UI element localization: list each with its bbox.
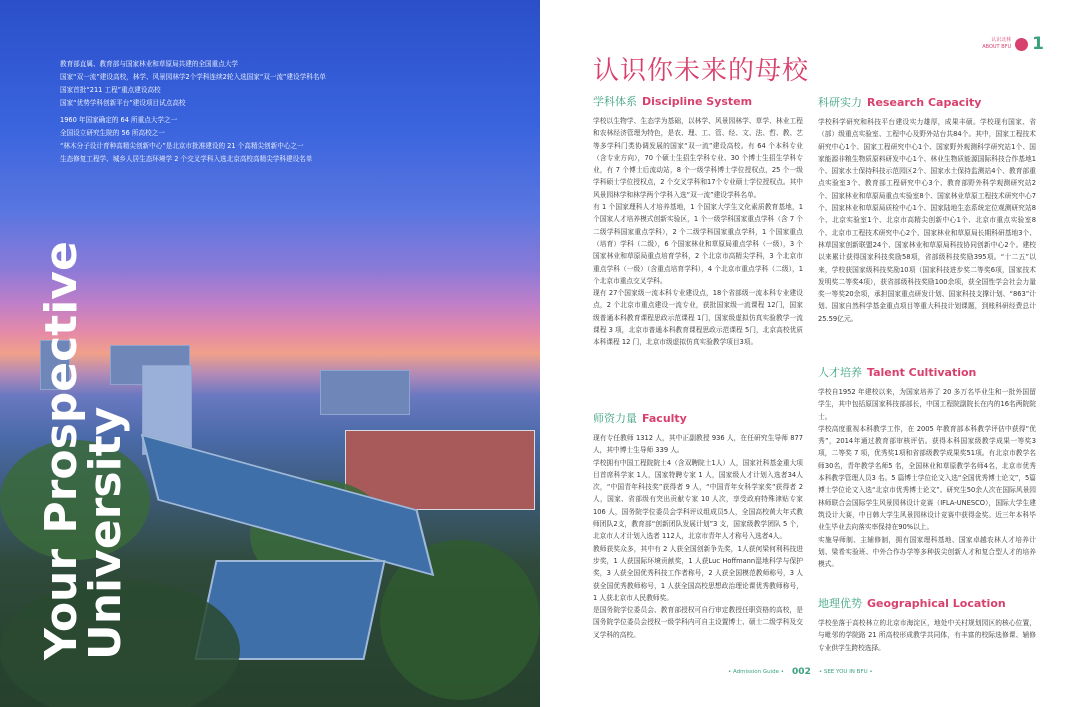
paragraph: 现有专任教师 1312 人，其中正副教授 936 人，在任研究生导师 877 人，其中博士生导师 339 人。 <box>593 434 803 455</box>
fact: 生态修复工程学、城乡人居生态环境学 2 个交叉学科入选北京高校高精尖学科建设名单 <box>60 155 313 163</box>
paragraph: 学校自1952 年建校以来，为国家培养了 20 多万名毕业生和一批外国留学生，其中包括原国家科技部部长，中国工程院副院长在内的16名两院院士。 <box>818 388 1036 421</box>
heading-cn: 人才培养 <box>818 366 862 379</box>
paragraph: 现有 27个国家级一流本科专业建设点，18个省部级一流本科专业建设点，2 个北京市重点建设一流专业，获批国家级一流课程 12门，国家级普通本科教育课程思政示范课程 1门，国家级虚拟仿真实验教学一流课程 3 项，北京市普通本科教育课程思政示范课程 5门，北京高校优质本科课程 12 门，北京市级虚拟仿真实验教学项目3项。 <box>593 289 803 347</box>
section-faculty <box>593 410 803 641</box>
building <box>320 370 410 415</box>
section-discipline <box>593 93 803 349</box>
page-footer <box>728 667 873 677</box>
footer-left: • Admission Guide • <box>728 669 785 675</box>
fact: 国家首批“211 工程”重点建设高校 <box>60 86 161 94</box>
section-badge <box>982 34 1044 54</box>
fact: 国家“双一流”建设高校，林学、风景园林学2个学科连续2轮入选国家“双一流”建设学科名单 <box>60 73 327 81</box>
page-title: 认识你未来的母校 <box>593 56 810 86</box>
heading-cn: 学科体系 <box>593 95 637 108</box>
paragraph: 学校科学研究和科技平台建设实力雄厚，成果丰硕。学校现有国家、省（部）级重点实验室、工程中心及野外站台共84个。其中，国家工程技术研究中心1个、国家工程研究中心1个、国家野外观测科学研究站1个、国家能源非粮生物质原料研发中心1个、林业生物质能源国际科技合作基地1个、国家水土保持科技示范园区2个、国家水土保持监测站4个、教育部重点实验室3个、教育部工程研究中心3个、教育部野外科学观测研究站2个、国家林业和草原局重点实验室8个、国家林业草原工程技术研究中心7个、国家林业和草原局质检中心1个、国家陆地生态系统定位观测研究站8个、北京实验室1个、北京市高精尖创新中心1个、北京市重点实验室8个、北京市工程技术研究中心2个、国家林业和草原局长期科研基地3个、林草国家创新联盟24个、国家林业和草原局科技协同创新中心2个。建校以来累计获得国家科技奖励58项，省部级科技奖励395项。“十二五”以来，学校获国家级科技奖励10项（国家科技进步奖二等奖6项，国家技术发明奖二等奖4项），获省部级科技奖励100余项，获全国性学会社会力量奖一等奖20余项，承担国家重点研发计划、国家科技支撑计划、“863”计划、国家自然科学基金重点项目等重大科技计划课题，到账科研经费总计25.59亿元。 <box>818 118 1036 323</box>
footer-right: • SEE YOU IN BFU • <box>818 669 873 675</box>
paragraph: 实施导师制、主辅修制，拥有国家理科基地、国家卓越农林人才培养计划、梁希实验班、中外合作办学等多种拔尖创新人才和复合型人才的培养模式。 <box>818 535 1036 569</box>
vertical-title-line: University <box>80 406 131 660</box>
heading-en: Research Capacity <box>867 96 982 109</box>
section-research <box>818 94 1036 325</box>
paragraph: 学校拥有中国工程院院士4（含双聘院士1人）人，国家社科基金重大项目首席科学家 1人，国家特聘专家 1 人，国家级人才计划入选者34人次，“中国青年科技奖”获得者 9 人，“中国青年女科学家奖”获得者 2人，国家、省部级有突出贡献专家 10 人次，享受政府特殊津贴专家 106 人，国务院学位委员会学科评议组成员5人，全国高校黄大年式教师团队2支，教育部“创新团队发展计划”3 支，国家级教学团队 5 个，北京市人才计划入选者 112人，北京市青年人才称号入选者4人。 <box>593 458 803 541</box>
page-number: 002 <box>792 667 811 677</box>
fact: 教育部直属、教育部与国家林业和草原局共建的全国重点大学 <box>60 60 239 68</box>
paragraph: 学校高度重视本科教学工作，在 2005 年教育部本科教学评估中获得“优秀”，2014年通过教育部审核评估。获得本科国家级教学成果一等奖3 项，二等奖 7 项，优秀奖1项和省部级教学成果奖51项。有北京市教学名师30名，青年教学名师5 名，全国林业和草原教学名师4名，北京市优秀本科教学管理人员3 名。5 篇博士学位论文入选“全国优秀博士论文”，5篇博士学位论文入选“北京市优秀博士论文”。研究生50余人次在国际风景园林师联合会国际学生风景园林设计竞赛（IFLA-UNESCO），国际大学生建筑设计大赛，中日韩大学生风景园林设计竞赛中获得金奖。近三年本科毕业生毕业去向落实率保持在90%以上。 <box>818 424 1036 532</box>
heading-en: Discipline System <box>642 95 753 108</box>
section-geography <box>818 595 1036 654</box>
section-talent <box>818 364 1036 570</box>
badge-number: 1 <box>1032 34 1044 54</box>
badge-en: ABOUT BFU <box>982 44 1012 50</box>
heading-cn: 师资力量 <box>593 412 637 425</box>
fact: 全国设立研究生院的 56 所高校之一 <box>60 129 165 137</box>
heading-cn: 科研实力 <box>818 96 862 109</box>
vertical-title <box>36 241 131 660</box>
heading-en: Geographical Location <box>867 597 1006 610</box>
fact: 国家“优势学科创新平台”建设项目试点高校 <box>60 99 186 107</box>
fact: “林木分子设计育种高精尖创新中心”是北京市批准建设的 21 个高精尖创新中心之一 <box>60 142 304 150</box>
paragraph: 是国务院学位委员会、教育部授权可自行审定教授任职资格的高校，是国务院学位委员会授权一级学科内可自主设置博士、硕士二级学科及交叉学科的高校。 <box>593 606 803 639</box>
paragraph: 学校以生物学、生态学为基础，以林学、风景园林学、草学、林业工程和农林经济管理为特色，是农、理、工、管、经、文、法、哲、教、艺等多学科门类协调发展的国家“双一流”建设高校。有 64 个本科专业（含专业方向），70 个硕士生招生学科专业、30 个博士生招生学科专业，有 7 个博士后流动站，8 个一级学科博士学位授权点，25 个一级学科硕士学位授权点，2 个交叉学科和17个专业硕士学位授权点。其中风景园林学和林学两个学科入选“双一流”建设学科名单。 <box>593 117 803 199</box>
university-facts <box>60 58 326 166</box>
heading-en: Faculty <box>642 412 687 425</box>
heading-cn: 地理优势 <box>818 597 862 610</box>
dot-icon <box>1015 38 1028 51</box>
fact: 1960 年国家确定的 64 所重点大学之一 <box>60 116 178 124</box>
paragraph: 教师获奖众多，其中有 2 人获全国创新争先奖，1人获何梁何利科技进步奖，1 人获国际环境贡献奖，1 人获Luc Hoffmann湿地科学与保护奖，3 人获全国优秀科技工作者称号，2 人获全国模范教师称号，3 人获全国优秀教师称号，1 人获全国高校思想政治理论课优秀教师称号，1 人获北京市人民教师奖。 <box>593 544 803 602</box>
heading-en: Talent Cultivation <box>867 366 977 379</box>
vertical-title-line: Your Prospective <box>36 241 87 660</box>
paragraph: 有 1 个国家理科人才培养基地，1 个国家大学生文化素质教育基地，1 个国家人才培养模式创新实验区，1 个一级学科国家重点学科（含 7 个二级学科国家重点学科），2 个二级学科国家重点学科，1 个国家重点（培育）学科（二级），6 个国家林业和草原局重点学科（一级），3 个国家林业和草原局重点培育学科，2 个北京市高精尖学科，3 个北京市重点学科（一级）（含重点培育学科），4 个北京市重点学科（二级），1 个北京市重点交叉学科。 <box>593 203 803 285</box>
paragraph: 学校坐落于高校林立的北京市海淀区，地处中关村规划园区的核心位置，与毗邻的学院路 21 所高校形成教学共同体，有丰富的校际选修课、辅修专业供学生跨校选择。 <box>818 619 1036 652</box>
badge-cn: 认识北林 <box>991 37 1012 43</box>
